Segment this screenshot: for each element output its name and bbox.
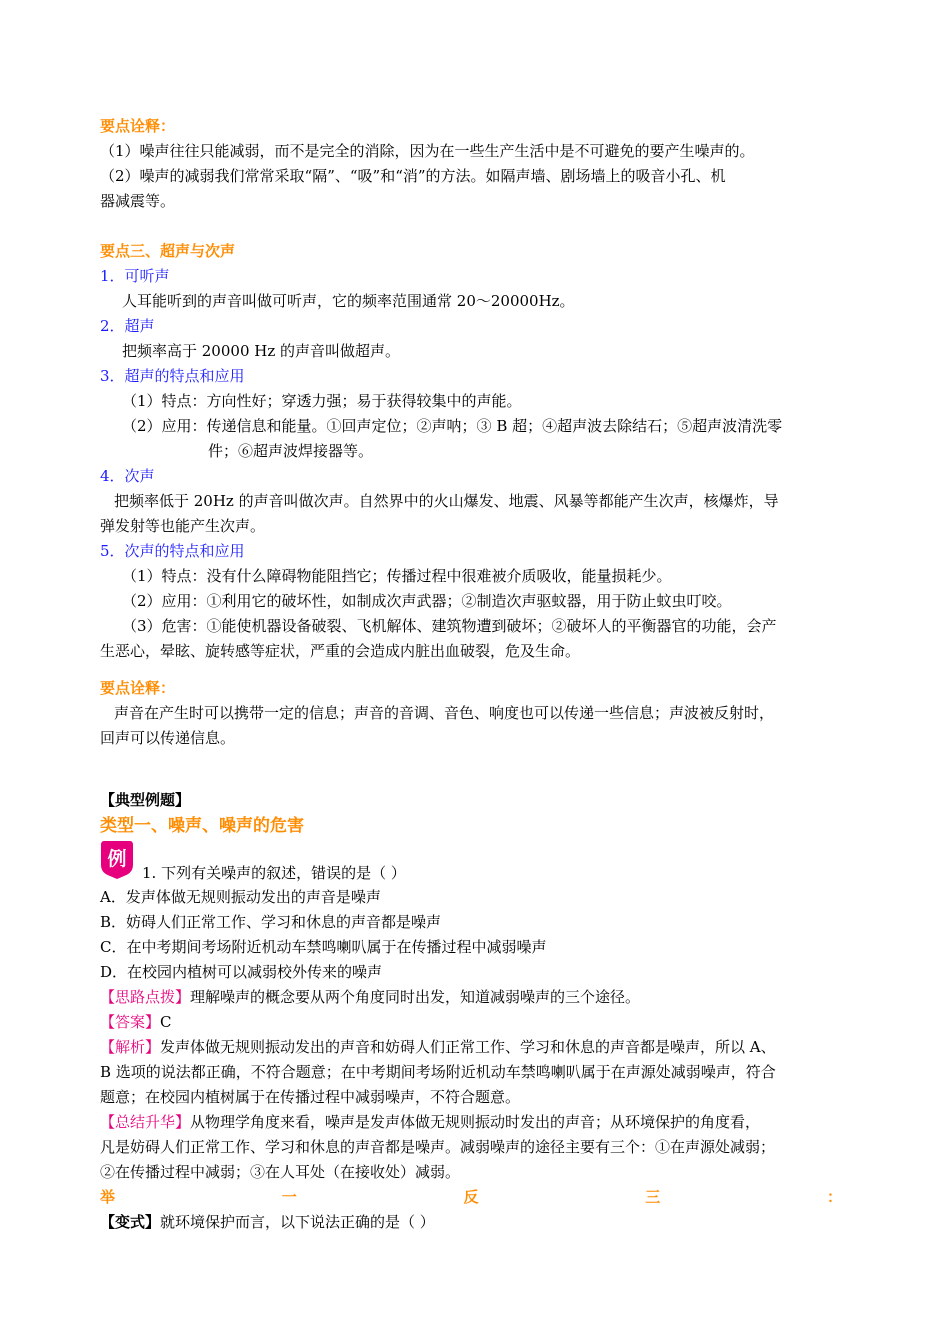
example-question: 1. 下列有关噪声的叙述，错误的是（ ） <box>142 864 406 882</box>
explanation-text: 发声体做无规则振动发出的声音和妨碍人们正常工作、学习和休息的声音都是噪声，所以 A、 <box>160 1038 776 1056</box>
practice-char: 一 <box>281 1188 297 1206</box>
hint-text: 理解噪声的概念要从两个角度同时出发，知道减弱噪声的三个途径。 <box>190 988 641 1006</box>
option-b: B．妨碍人们正常工作、学习和休息的声音都是噪声 <box>100 913 442 931</box>
explanation-label: 【解析】 <box>100 1038 161 1056</box>
text-ultrasound-applications-cont: 件；⑥超声波焊接器等。 <box>208 442 374 460</box>
text-infrasound-hazards-cont: 生恶心，晕眩、旋转感等症状，严重的会造成内脏出血破裂，危及生命。 <box>100 642 581 660</box>
explanation-cont-2: 题意；在校园内植树属于在传播过程中减弱噪声，不符合题意。 <box>100 1088 521 1106</box>
text-ultrasound-applications: （2）应用：传递信息和能量。①回声定位；②声呐；③ B 超；④超声波去除结石；⑤超声波清洗零 <box>122 417 783 435</box>
notes2-p1: 声音在产生时可以携带一定的信息；声音的音调、音色、响度也可以传递一些信息；声波被反射时， <box>114 704 775 722</box>
text-infrasound-hazards: （3）危害：①能使机器设备破裂、飞机解体、建筑物遭到破坏；②破坏人的平衡器官的功能，会产 <box>122 617 777 635</box>
explanation-line <box>100 1035 860 1060</box>
answer-label: 【答案】 <box>100 1013 161 1031</box>
practice-heading <box>100 1185 842 1210</box>
answer-text: C <box>160 1013 172 1031</box>
text-ultrasound-features: （1）特点：方向性好；穿透力强；易于获得较集中的声能。 <box>122 392 522 410</box>
practice-char: 三 <box>645 1188 661 1206</box>
summary-text: 从物理学角度来看，噪声是发声体做无规则振动时发出的声音；从环境保护的角度看， <box>190 1113 761 1131</box>
example-question-row <box>100 839 860 885</box>
practice-char: ： <box>826 1188 842 1206</box>
option-d: D．在校园内植树可以减弱校外传来的噪声 <box>100 963 383 981</box>
heading-ultrasound: 2．超声 <box>100 317 155 335</box>
notes1-p1: （1）噪声往往只能减弱，而不是完全的消除，因为在一些生产生活中是不可避免的要产生噪声的。 <box>100 142 755 160</box>
option-a: A．发声体做无规则振动发出的声音是噪声 <box>100 888 381 906</box>
variant-line <box>100 1210 860 1235</box>
heading-audible-sound: 1．可听声 <box>100 267 170 285</box>
variant-label: 【变式】 <box>100 1213 161 1231</box>
document-page <box>100 114 860 1235</box>
practice-char: 反 <box>463 1188 479 1206</box>
heading-ultrasound-features: 3．超声的特点和应用 <box>100 367 245 385</box>
answer-line <box>100 1010 860 1035</box>
explanation-cont-1: B 选项的说法都正确，不符合题意；在中考期间考场附近机动车禁鸣喇叭属于在声源处减弱噪声，符合 <box>100 1063 776 1081</box>
text-infrasound-applications: （2）应用：①利用它的破坏性，如制成次声武器；②制造次声驱蚊器，用于防止蚊虫叮咬。 <box>122 592 732 610</box>
example-badge-icon <box>100 839 134 879</box>
notes1-title: 要点诠释： <box>100 117 176 135</box>
variant-text: 就环境保护而言，以下说法正确的是（ ） <box>160 1213 435 1231</box>
practice-char: 举 <box>100 1188 116 1206</box>
example-badge-label: 例 <box>107 848 127 870</box>
summary-cont-2: ②在传播过程中减弱；③在人耳处（在接收处）减弱。 <box>100 1163 461 1181</box>
summary-cont-1: 凡是妨碍人们正常工作、学习和休息的声音都是噪声。减弱噪声的途径主要有三个：①在声源处减弱； <box>100 1138 776 1156</box>
notes1-p2b: 器减震等。 <box>100 192 176 210</box>
notes2-p1-cont: 回声可以传递信息。 <box>100 729 236 747</box>
option-c: C．在中考期间考场附近机动车禁鸣喇叭属于在传播过程中减弱噪声 <box>100 938 547 956</box>
hint-line <box>100 985 860 1010</box>
examples-header: 【典型例题】 <box>100 791 191 809</box>
summary-line <box>100 1110 860 1135</box>
text-infrasound-features: （1）特点：没有什么障碍物能阻挡它；传播过程中很难被介质吸收，能量损耗少。 <box>122 567 672 585</box>
text-audible-sound: 人耳能听到的声音叫做可听声，它的频率范围通常 20～20000Hz。 <box>122 292 575 310</box>
notes2-title: 要点诠释： <box>100 679 176 697</box>
section3-title: 要点三、超声与次声 <box>100 242 236 260</box>
text-ultrasound: 把频率高于 20000 Hz 的声音叫做超声。 <box>122 342 401 360</box>
heading-infrasound: 4．次声 <box>100 467 155 485</box>
summary-label: 【总结升华】 <box>100 1113 191 1131</box>
notes1-p2a: （2）噪声的减弱我们常常采取“隔”、“吸”和“消”的方法。如隔声墙、剧场墙上的吸音小孔、机 <box>100 167 726 185</box>
heading-infrasound-features: 5．次声的特点和应用 <box>100 542 245 560</box>
text-infrasound: 把频率低于 20Hz 的声音叫做次声。自然界中的火山爆发、地震、风暴等都能产生次声，核爆炸，导 <box>114 492 779 510</box>
hint-label: 【思路点拨】 <box>100 988 191 1006</box>
text-infrasound-cont: 弹发射等也能产生次声。 <box>100 517 266 535</box>
type1-title: 类型一、噪声、噪声的危害 <box>100 816 304 836</box>
